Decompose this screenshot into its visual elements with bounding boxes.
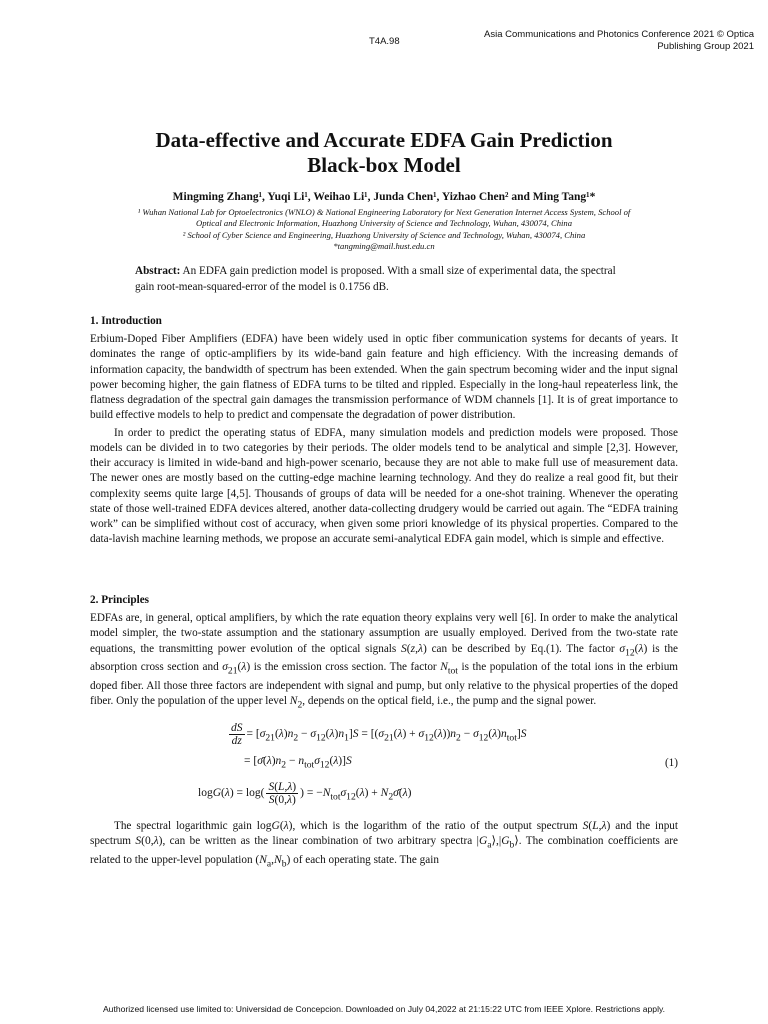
inline-math-Ntot: $N_{tot}$ — [440, 661, 458, 677]
paper-code: T4A.98 — [369, 36, 400, 47]
gain-text-e: . The combination coefficients are related to the upper-level population — [90, 835, 678, 866]
dS-dz-fraction: $\frac{dS}{dz}$ — [231, 722, 243, 747]
gain-text-f: of each operating state. The gain — [290, 853, 439, 866]
inline-math-N2: $N_2$ — [289, 694, 303, 711]
inline-math-Ga-Gb: $|G_a⟩,|G_b⟩$ — [476, 835, 519, 851]
inline-math-sigma12: $\sigma_{12}(\lambda)$ — [619, 642, 648, 658]
gain-text-b: , which is the logarithm of the ratio of the output spectrum — [292, 820, 583, 832]
principles-text-c: is the absorption cross section and — [90, 642, 679, 674]
abstract — [135, 264, 635, 295]
principles-text-a: EDFAs are, in general, optical amplifiers, by which the rate equation theory explains very well [6]. In order to make the analytical model simpler, the two-state assumption and the stationary assumption are usually employed. Derived from the two-state rate equations, the transmitting power evolution of the optical signals — [90, 612, 678, 655]
license-footer: Authorized licensed use limited to: Universidad de Concepcion. Downloaded on July 04,2022 at 21:15:22 UTC from IEEE Xplore. Restrictions apply. — [102, 1004, 666, 1014]
conference-line-2: Publishing Group 2021 — [657, 41, 754, 52]
equation-line-3: logG(λ) = log( $\frac{S(L,\lambda)}{S(0,\lambda)}$ ) = $-N_{tot}\sigma_{12}(\lambda)$ + $N_2\sigmā(\lambda)$ — [198, 781, 412, 806]
principles-text-d: is the emission cross section. The factor — [250, 661, 441, 674]
gain-text-a: The spectral logarithmic gain — [114, 820, 257, 832]
abstract-text: An EDFA gain prediction model is proposed. With a small size of experimental data, the spectral gain root-mean-squared-error of the model is 0.1756 dB. — [135, 265, 616, 293]
inline-math-Na-Nb: $(N_a,N_b)$ — [255, 853, 291, 870]
affiliation-1-line-2: Optical and Electronic Information, Huazhong University of Science and Technology, Wuhan, 430074, China — [195, 218, 572, 229]
gain-ratio-fraction: $\frac{S(L,\lambda)}{S(0,\lambda)}$ — [268, 781, 297, 806]
inline-math-sigma21: $\sigma_{21}(\lambda)$ — [222, 661, 251, 677]
section-heading-principles: 2. Principles — [90, 594, 150, 606]
author-list: Mingming Zhang¹, Yuqi Li¹, Weihao Li¹, Junda Chen¹, Yizhao Chen² and Ming Tang¹* — [172, 191, 596, 203]
inline-math-S-L-lambda: S(L,λ) — [582, 820, 611, 832]
equation-number: (1) — [664, 757, 678, 769]
inline-math-S-z-lambda: S(z,λ) — [401, 642, 427, 655]
abstract-label: Abstract: — [135, 265, 181, 277]
title-line-1: Data-effective and Accurate EDFA Gain Prediction — [155, 128, 613, 152]
section-heading-introduction: 1. Introduction — [90, 315, 162, 327]
equation-line-2: = $[\sigmā(\lambda)n_2 - n_{tot}\sigma_{12}(\lambda)]S$ — [244, 755, 352, 771]
inline-math-S-0-lambda: S(0,λ) — [135, 835, 163, 848]
introduction-paragraph-1: Erbium-Doped Fiber Amplifiers (EDFA) have been widely used in optic fiber communication systems for decants of years. It dominates the range of optic-amplifiers by its wide-band gain feature and high efficiency. With the increasing demands of information capacity, the bandwidth of spectrum has been extended. When the gain spectrum becoming wider and the input signal power becoming higher, the gain flatness of EDFA turns to be tilted and rippled. Especially in the long-haul repeaterless link, the flatness degradation of the spectral gain damages the transmission performance of WDM channels [1]. It is of great importance to build effective models to help to predict and compensate the degradation of power distribution. — [90, 333, 678, 422]
inline-math-logG: logG(λ) — [256, 820, 293, 832]
equation-line-1: $\frac{dS}{dz}$ = $[\sigma_{21}(\lambda)n_2 - \sigma_{12}(\lambda)n_1]S = [(\sigma_{21}(\lambda) + \sigma_{12}(\lambda))n_2 - \sigma_{12}(\lambda)n_{tot}]S$ — [231, 722, 527, 747]
conference-header — [434, 29, 754, 53]
principles-paragraph-2 — [90, 819, 678, 871]
paper-title — [0, 128, 768, 178]
conference-line-1: Asia Communications and Photonics Conference 2021 © Optica — [484, 29, 754, 40]
affiliations — [90, 207, 678, 253]
principles-text-b: can be described by Eq.(1). The factor — [426, 642, 620, 655]
affiliation-1-line-1: ¹ Wuhan National Lab for Optoelectronics (WNLO) & National Engineering Laboratory for Next Generation Internet Access System, School of — [137, 207, 631, 217]
introduction-paragraph-2: In order to predict the operating status of EDFA, many simulation models and prediction models were proposed. Those models can be divided in to two categories by their periods. The older models tend to be analytical and simple [2,3]. However, their accuracy is limited in wide-band and high-power scenario, because they are not able to make full use of measurement data. The newer ones are mostly based on the cutting-edge machine learning technology. And they do realize a real good fit, but their complexity seems quite large [4,5]. Thousands of groups of data will be needed for a one-shot training. Whenever the operating state of those well-trained EDFA devices altered, another data-collecting drudgery would be carried out again. The “EDFA training work” can be simplified without cost of accuracy, when given some priori knowledge of its physical properties. Compared to the data-lavish machine learning methods, we propose an accurate semi-analytical EDFA gain model, which is simple and effective. — [90, 426, 678, 546]
principles-text-f: , depends on the optical field, i.e., the pump and the signal power. — [302, 694, 597, 707]
gain-text-c: and the input spectrum — [90, 820, 679, 848]
contact-email: *tangming@mail.hust.edu.cn — [333, 241, 435, 252]
introduction-body — [90, 332, 678, 548]
principles-paragraph-1 — [90, 611, 678, 712]
principles-text-e: is the population of the total ions in the erbium doped fiber. All those three factors are independent with signal and pump, but only relative to the physical properties of the doped fiber. Only the population of the upper level — [90, 661, 678, 707]
title-line-2: Black-box Model — [307, 153, 461, 177]
affiliation-2: ² School of Cyber Science and Engineering, Huazhong University of Science and Technology, Wuhan, 430074, China — [182, 229, 586, 240]
gain-text-d: , can be written as the linear combination of two arbitrary spectra — [162, 835, 477, 848]
principles-paragraph-2-text — [90, 819, 678, 871]
